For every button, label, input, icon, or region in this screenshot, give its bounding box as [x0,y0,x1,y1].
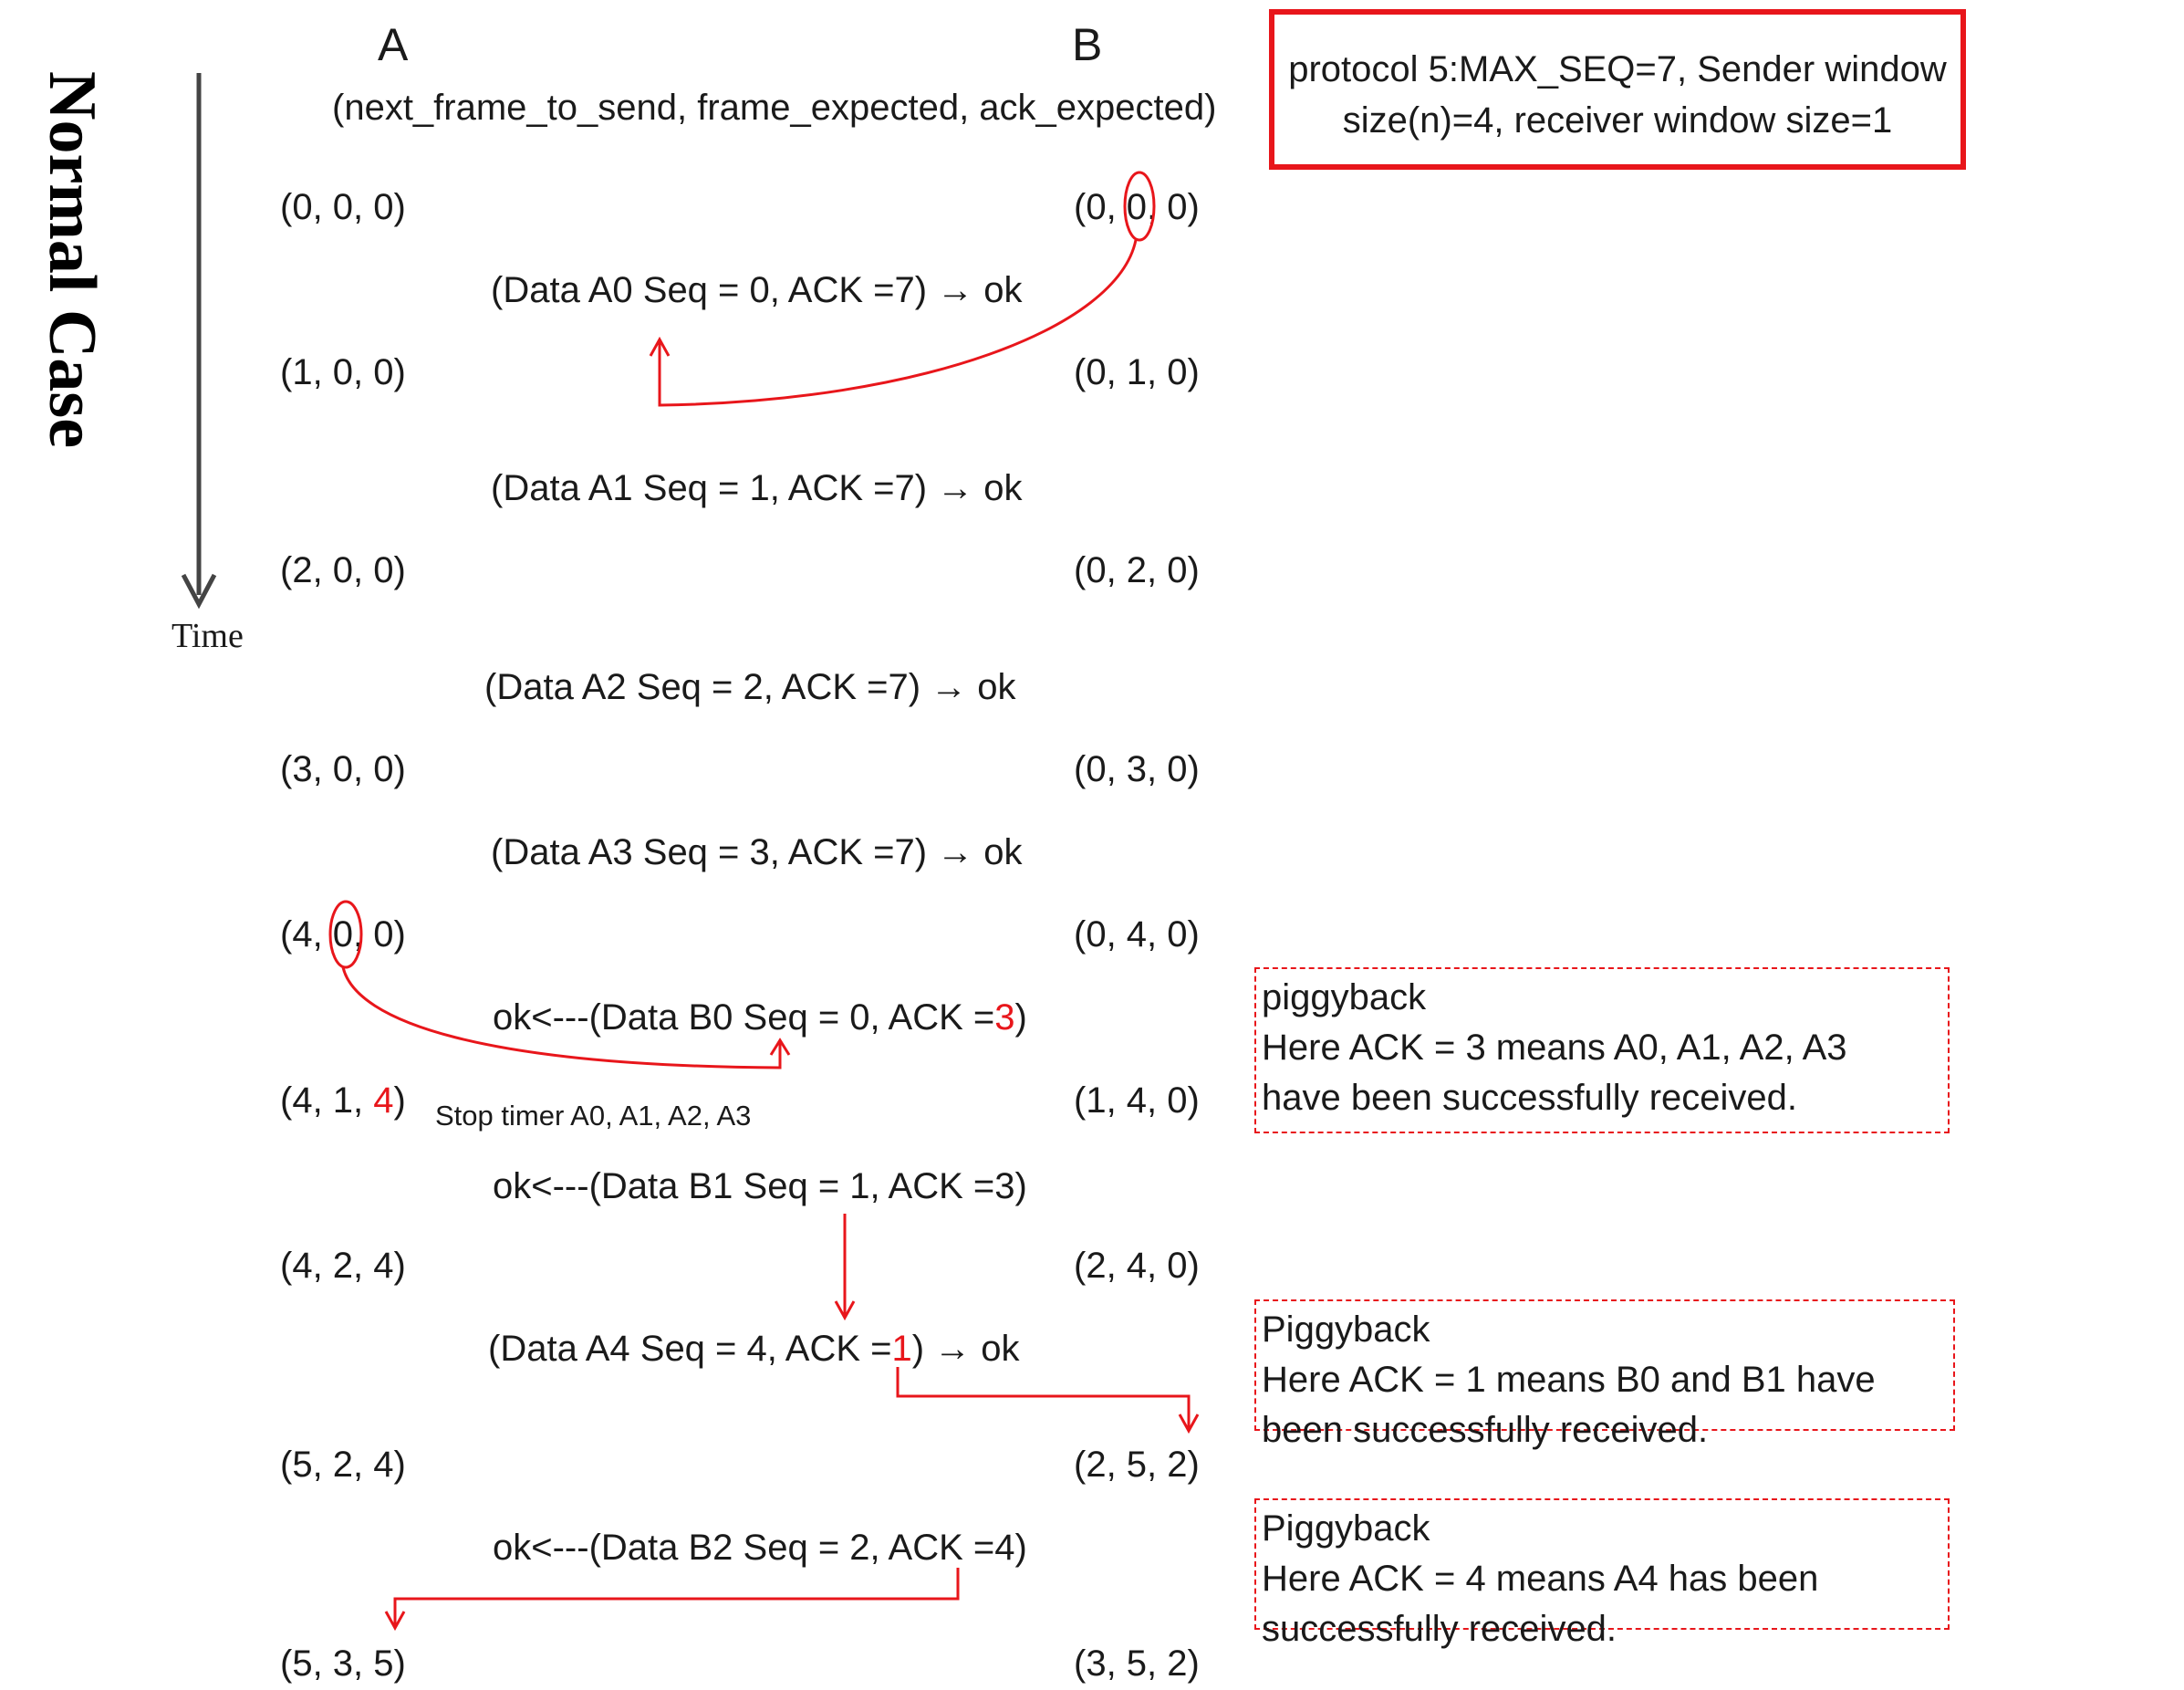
arrow-a-to-b0 [343,967,789,1068]
state-b-7: (2, 5, 2) [1074,1445,1200,1485]
note-3-title: Piggyback [1262,1508,1430,1549]
state-a-2: (2, 0, 0) [280,550,406,590]
state-b-4: (0, 4, 0) [1074,914,1200,955]
state-b-6: (2, 4, 0) [1074,1246,1200,1286]
state-a-3: (3, 0, 0) [280,749,406,789]
column-b-header: B [1072,19,1103,70]
message-a3: (Data A3 Seq = 3, ACK =7) → ok [491,832,1023,872]
state-a-5-red-value: 4 [373,1080,394,1121]
vertical-title: Normal Case [35,71,109,449]
protocol-line-2: size(n)=4, receiver window size=1 [1342,100,1893,141]
note-1-line-1: Here ACK = 3 means A0, A1, A2, A3 [1262,1028,1847,1068]
stop-timer-label: Stop timer A0, A1, A2, A3 [435,1100,752,1132]
state-b-1: (0, 1, 0) [1074,352,1200,392]
state-a-5-suffix: ) [393,1080,406,1121]
state-a-6: (4, 2, 4) [280,1246,406,1286]
message-a4-suffix: ) → ok [911,1329,1020,1369]
state-a-5-prefix: (4, 1, [280,1080,374,1121]
state-b-8: (3, 5, 2) [1074,1643,1200,1684]
state-a-0: (0, 0, 0) [280,187,406,227]
message-a4-text: (Data A4 Seq = 4, ACK = [488,1329,892,1369]
note-1-line-2: have been successfully received. [1262,1078,1797,1118]
note-3-line-2: successfully received. [1262,1609,1617,1649]
state-a-7: (5, 2, 4) [280,1445,406,1485]
arrow-b-to-a0 [650,240,1136,405]
message-b0-suffix: ) [1014,997,1027,1038]
message-a2: (Data A2 Seq = 2, ACK =7) → ok [484,667,1016,707]
message-b0-ack-value: 3 [994,997,1015,1038]
state-a-4: (4, 0, 0) [280,914,406,955]
highlight-circle-b-frame-expected [1125,172,1154,240]
message-a0: (Data A0 Seq = 0, ACK =7) → ok [491,270,1023,310]
arrow-a4-to-b [898,1367,1198,1431]
note-1-title: piggyback [1262,977,1427,1017]
column-a-header: A [378,19,409,70]
note-3-line-1: Here ACK = 4 means A4 has been [1262,1559,1819,1599]
note-2-title: Piggyback [1262,1309,1430,1350]
state-header: (next_frame_to_send, frame_expected, ack_expected) [332,88,1217,128]
message-b1: ok<---(Data B1 Seq = 1, ACK =3) [493,1166,1027,1206]
note-2-line-1: Here ACK = 1 means B0 and B1 have [1262,1360,1876,1400]
state-a-1: (1, 0, 0) [280,352,406,392]
time-axis-label: Time [172,617,244,655]
note-2-line-2: been successfully received. [1262,1410,1709,1450]
message-b0-text: ok<---(Data B0 Seq = 0, ACK = [493,997,995,1038]
arrow-b2-to-a [386,1568,958,1628]
highlight-circle-a-frame-expected [330,902,361,967]
protocol-line-1: protocol 5:MAX_SEQ=7, Sender window [1288,49,1947,89]
state-a-8: (5, 3, 5) [280,1643,406,1684]
time-axis-arrow [183,73,214,604]
state-b-0: (0, 0, 0) [1074,187,1200,227]
message-b2: ok<---(Data B2 Seq = 2, ACK =4) [493,1528,1027,1568]
arrow-b1-to-a4 [836,1214,854,1318]
state-b-3: (0, 3, 0) [1074,749,1200,789]
message-a1: (Data A1 Seq = 1, ACK =7) → ok [491,468,1023,508]
message-a4-ack-value: 1 [891,1329,912,1369]
state-b-5: (1, 4, 0) [1074,1080,1200,1121]
state-b-2: (0, 2, 0) [1074,550,1200,590]
